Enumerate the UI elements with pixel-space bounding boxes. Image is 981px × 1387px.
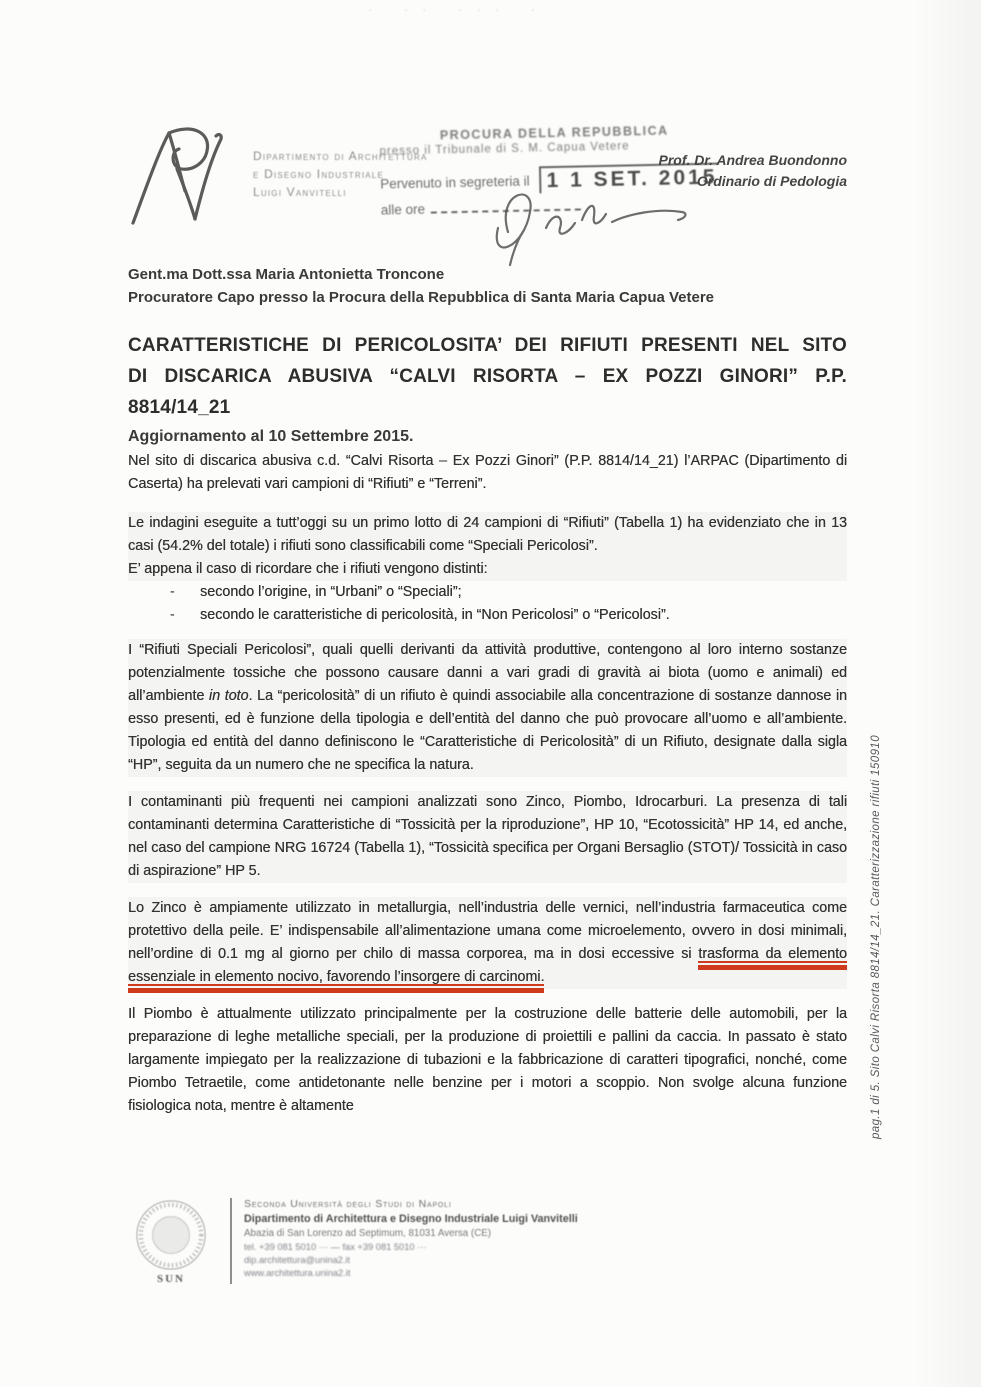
- letterhead-footer: [130, 1196, 578, 1285]
- stamp-office-subtitle: presso il Tribunale di S. M. Capua Vetere: [379, 140, 630, 158]
- paragraph-text: I “Rifiuti Speciali Pericolosi”, quali quelli derivanti da attività produttive, contengono al loro interno sostanze potenzialmente tossiche che possono causare danni a vari gradi di gravità ai biota (uomo e animali) ed all’ambiente: [128, 642, 847, 704]
- paragraph-hazard-definition: [128, 639, 847, 777]
- list-item: [128, 581, 847, 604]
- footer-website: www.architettura.unina2.it: [244, 1268, 351, 1278]
- document-subtitle: Aggiornamento al 10 Settembre 2015.: [128, 428, 414, 445]
- footer-department-name: Dipartimento di Architettura e Disegno Industriale Luigi Vanvitelli: [244, 1213, 578, 1225]
- list-item-text: secondo le caratteristiche di pericolosità, in “Non Pericolosi” o “Pericolosi”.: [200, 607, 670, 623]
- university-seal: [130, 1196, 212, 1285]
- list-item: [128, 604, 847, 627]
- footer-address-block: [244, 1196, 578, 1278]
- paragraph-text: . La “pericolosità” di un rifiuto è quindi associabile alla concentrazione di sostanze dannose in esso presenti, ed è funzione della tipologia e dell’entità del danno che può provocare all’uomo e all’ambiente. Tipologia ed entità del danno definiscono le “Caratteristiche di Pericolosità” di un Rifiuto, designate dalla sigla “HP”, seguita da un numero che ne specifica la natura.: [128, 688, 847, 773]
- paragraph-text: Lo Zinco è ampiamente utilizzato in metallurgia, nell’industria delle vernici, nell’industria farmaceutica come protettivo della peile. E’ indispensabile all’alimentazione umana come microelemento, ovvero in dosi minimali, nell’ordine di 0.1 mg al giorno per chilo di massa corporea, ma in dosi eccessive si: [128, 900, 847, 962]
- list-item-text: secondo l’origine, in “Urbani” o “Speciali”;: [200, 584, 462, 600]
- stamp-time-label: alle ore: [380, 201, 426, 218]
- document-title: CARATTERISTICHE DI PERICOLOSITA’ DEI RIFIUTI PRESENTI NEL SITO DI DISCARICA ABUSIVA “CALVI RISORTA – EX POZZI GINORI” P.P. 8814/14_21: [128, 335, 847, 418]
- footer-email: dip.architettura@unina2.it: [244, 1255, 351, 1265]
- red-underlined-text: trasforma da elemento essenziale in elemento nocivo, favorendo l’insorgere di carcinomi.: [128, 946, 847, 993]
- stamp-date: 1 1 SET. 2015: [539, 163, 719, 194]
- paragraph-site-sampling: Nel sito di discarica abusiva c.d. “Calvi Risorta – Ex Pozzi Ginori” (P.P. 8814/14_21) l’ARPAC (Dipartimento di Caserta) ha prelevati vari campioni di “Rifiuti” e “Terreni”.: [128, 453, 847, 492]
- department-line: Dipartimento di Architettura: [253, 149, 428, 163]
- paragraph-contaminants: I contaminanti più frequenti nei campioni analizzati sono Zinco, Piombo, Idrocarburi. La presenza di tali contaminanti determina Caratteristiche di “Tossicità per la riproduzione”, HP 10, “Ecotossicità” HP 14, ed anche, nel caso del campione NRG 16724 (Tabella 1), “Tossicità specifica per Organi Bersaglio (STOT)/ Tossicità in caso di aspirazione” HP 5.: [128, 791, 847, 883]
- stamp-received-label: Pervenuto in segreteria il: [380, 173, 530, 192]
- author-name: Prof. Dr. Andrea Buondonno: [658, 152, 847, 168]
- author-role: Ordinario di Pedologia: [696, 173, 847, 189]
- paragraph-zinc: [128, 897, 847, 989]
- footer-university-name: Seconda Università degli Studi di Napoli: [244, 1198, 452, 1210]
- paragraph-survey-results: [128, 512, 847, 581]
- recipient-block: [128, 263, 848, 309]
- italic-latin-phrase: in toto: [208, 688, 249, 704]
- seal-acronym: SUN: [156, 1273, 185, 1285]
- paragraph-text: E’ appena il caso di ricordare che i rifiuti vengono distinti:: [128, 561, 488, 577]
- bullet-marker: -: [170, 607, 175, 623]
- department-line: Luigi Vanvitelli: [253, 185, 347, 199]
- paragraph-text: Le indagini eseguite a tutt’oggi su un primo lotto di 24 campioni di “Rifiuti” (Tabella 1) ha evidenziato che in 13 casi (54.2% del totale) i rifiuti sono classificabili come “Speciali Pericolosi”.: [128, 515, 847, 554]
- footer-address: Abazia di San Lorenzo ad Septimum, 81031 Aversa (CE): [244, 1228, 492, 1239]
- bullet-marker: -: [170, 584, 175, 600]
- scan-artifact-marks: · ·· ··· ·: [368, 2, 550, 17]
- recipient-role: Procuratore Capo presso la Procura della Repubblica di Santa Maria Capua Vetere: [128, 289, 715, 306]
- recipient-name: Gent.ma Dott.ssa Maria Antonietta Troncone: [128, 266, 445, 283]
- stamp-office-name: PROCURA DELLA REPUBBLICA: [439, 123, 669, 143]
- author-block: [659, 150, 847, 192]
- scan-edge-shadow: [911, 0, 981, 1387]
- footer-phone-fax: tel. +39 081 5010 ··· — fax +39 081 5010 ···: [244, 1242, 427, 1252]
- footer-divider: [230, 1198, 232, 1284]
- document-body: [128, 450, 847, 1118]
- page-margin-note: pag.1 di 5. Sito Calvi Risorta 8814/14_21. Caratterizzazione rifiuti 150910: [870, 735, 882, 1139]
- waste-classification-list: [128, 581, 847, 627]
- document-title-block: [128, 330, 847, 446]
- university-seal-icon: [132, 1196, 210, 1274]
- paragraph-lead: Il Piombo è attualmente utilizzato principalmente per la costruzione delle batterie delle automobili, per la preparazione di leghe metalliche speciali, per la produzione di proiettili e pallini da caccia. In passato è stato largamente impiegato per la realizzazione di tubazioni e la fabbricazione di caratteri tipografici, nonché, come Piombo Tetraetile, come antidetonante nelle benzine per i motori a scoppio. Non svolge alcuna funzione fisiologica nota, mentre è altamente: [128, 1006, 847, 1114]
- department-line: e Disegno Industriale: [253, 167, 384, 181]
- department-monogram-icon: [127, 124, 227, 236]
